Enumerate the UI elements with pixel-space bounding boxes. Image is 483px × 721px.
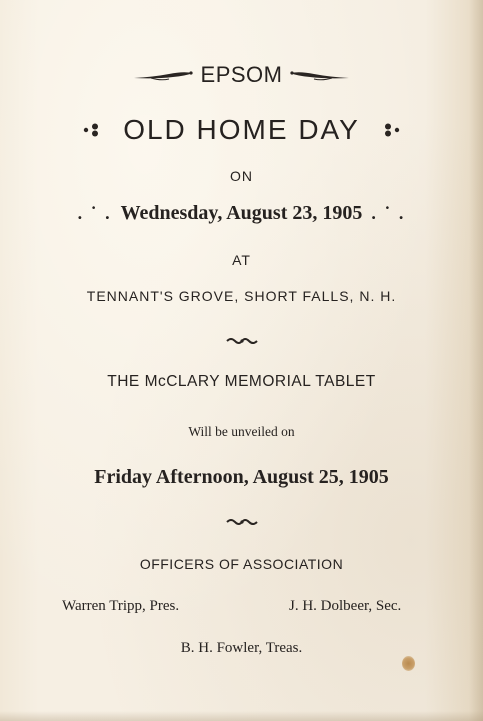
trailing-dot-marks: . ˙ . (371, 203, 406, 223)
left-flourish-ornament (133, 68, 195, 82)
president-name: Warren Tripp, Pres. (62, 598, 180, 614)
at-label: AT (232, 252, 251, 268)
paper-edge-shadow (469, 0, 483, 721)
secretary-name: J. H. Dolbeer, Sec. (289, 598, 402, 614)
event-location: TENNANT'S GROVE, SHORT FALLS, N. H. (86, 288, 397, 304)
officers-heading: OFFICERS OF ASSOCIATION (139, 556, 344, 572)
title-row (0, 62, 483, 92)
divider-ornament (226, 517, 258, 527)
event-date: Wednesday, August 23, 1905 (120, 202, 363, 224)
unveil-note: Will be unveiled on (188, 424, 295, 439)
right-dot-ornament (378, 123, 400, 137)
event-title-row (0, 112, 483, 146)
right-flourish-ornament (288, 68, 350, 82)
divider-ornament (226, 336, 258, 346)
paper-stain (402, 656, 415, 671)
on-label: ON (230, 168, 253, 184)
treasurer-name: B. H. Fowler, Treas. (180, 640, 303, 656)
paper-bottom-shadow (0, 711, 483, 721)
leading-dot-marks: . ˙ . (77, 203, 112, 223)
left-dot-ornament (83, 123, 105, 137)
unveiling-date: Friday Afternoon, August 25, 1905 (94, 466, 389, 488)
town-title: EPSOM (200, 62, 283, 87)
tablet-title: THE McCLARY MEMORIAL TABLET (107, 373, 376, 390)
event-date-row (0, 202, 483, 225)
event-title: OLD HOME DAY (123, 113, 360, 145)
